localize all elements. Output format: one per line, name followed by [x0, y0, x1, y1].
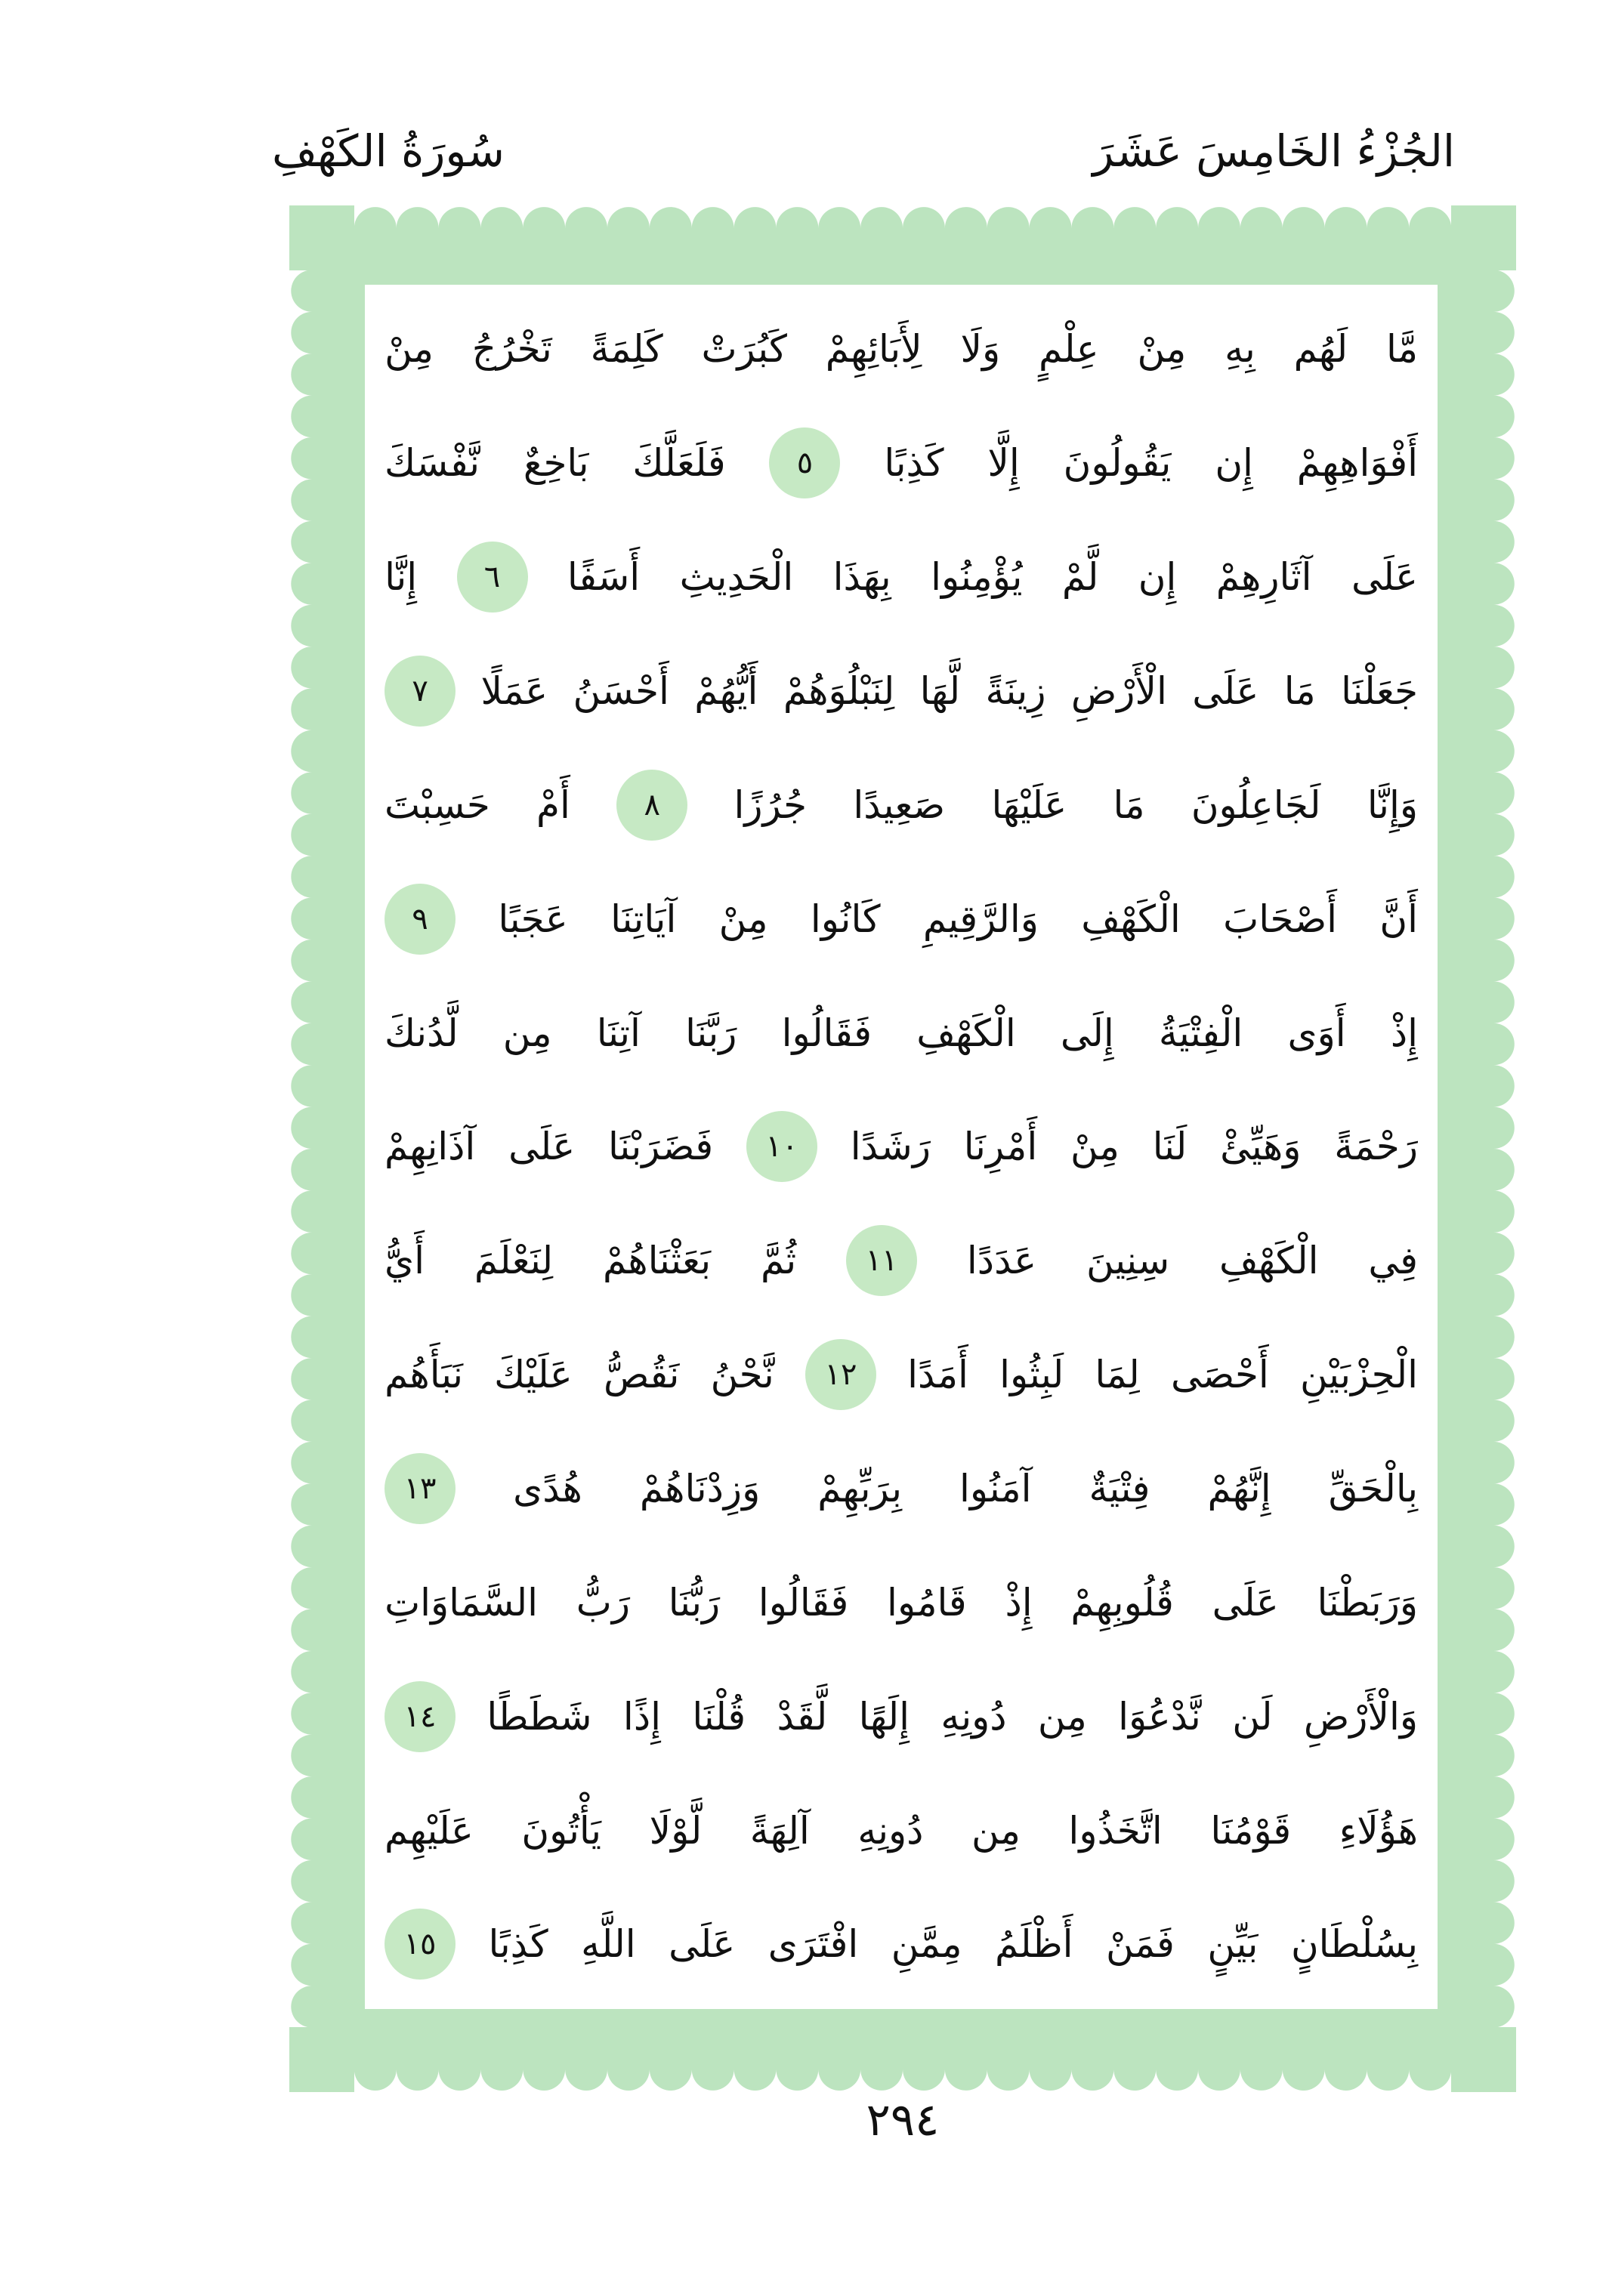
word: أَمْرِنَا [963, 1125, 1038, 1169]
word: تَخْرُجُ [471, 327, 552, 372]
word: الْأَرْضِ [1070, 669, 1167, 713]
page-number: ٢٩٤ [866, 2094, 940, 2146]
word: رَبُّنَا [668, 1580, 721, 1625]
quran-line [385, 977, 1418, 1090]
word: حَسِبْتَ [385, 782, 490, 827]
word: رَبُّ [576, 1580, 631, 1625]
word: نَقُصُّ [603, 1353, 680, 1397]
word: أَمَدًا [907, 1353, 968, 1397]
word: لَجَاعِلُونَ [1191, 782, 1321, 827]
word: مِنْ [1137, 327, 1187, 372]
ayah-marker: ٧ [385, 656, 456, 727]
word: مَا [1283, 669, 1316, 713]
word: هُدًى [513, 1467, 582, 1511]
word: عَلَى [1192, 669, 1259, 713]
word: مِمَّنِ [891, 1922, 962, 1967]
word: بَعَثْنَاهُمْ [603, 1239, 712, 1283]
word: أَصْحَابَ [1223, 896, 1338, 941]
ayah-marker: ٥ [769, 427, 840, 498]
ayah-marker: ١٣ [385, 1453, 456, 1524]
word: لَهُم [1293, 327, 1348, 372]
word: عَلَى [1351, 555, 1418, 600]
word: وَالرَّقِيمِ [922, 896, 1039, 941]
word: نَّحْنُ [710, 1353, 774, 1397]
word: رَحْمَةً [1334, 1125, 1418, 1169]
word: رَبَّنَا [685, 1011, 737, 1055]
word: آلِهَةً [749, 1808, 810, 1853]
word: لِنَبْلُوَهُمْ [783, 669, 895, 713]
word: بِهِ [1225, 327, 1255, 372]
word: زِينَةً [985, 669, 1046, 713]
word: قُلُوبِهِمْ [1070, 1580, 1174, 1625]
word: بَاخِعٌ [523, 441, 589, 486]
word: أَيُّ [385, 1239, 425, 1283]
word: مِنْ [1070, 1125, 1120, 1169]
word: مِنْ [385, 327, 434, 372]
word: فَمَنْ [1106, 1922, 1175, 1967]
word: أَنَّ [1379, 896, 1418, 941]
word: أَيُّهُمْ [694, 669, 758, 713]
word: جَعَلْنَا [1341, 669, 1418, 713]
word: إِلَى [1060, 1011, 1114, 1055]
word: بِهَذَا [832, 555, 891, 600]
word: فِي [1368, 1239, 1418, 1283]
word: عَلَيْهَا [991, 782, 1067, 827]
word: يَقُولُونَ [1063, 441, 1172, 486]
word: لِنَعْلَمَ [474, 1239, 554, 1283]
word: آيَاتِنَا [610, 896, 677, 941]
word: فَقَالُوا [758, 1580, 849, 1625]
ayah-marker: ١٢ [805, 1339, 876, 1410]
word: بِالْحَقِّ [1328, 1467, 1418, 1511]
word: بِرَبِّهِمْ [817, 1467, 902, 1511]
word: لَن [1232, 1694, 1273, 1739]
quran-line [385, 634, 1418, 748]
word: دُونِهِ [857, 1808, 924, 1853]
word: سِنِينَ [1086, 1239, 1170, 1283]
word: يُؤْمِنُوا [931, 555, 1023, 600]
word: آتِنَا [596, 1011, 641, 1055]
word: وَرَبَطْنَا [1317, 1580, 1418, 1625]
ayah-marker: ١٤ [385, 1681, 456, 1752]
word: أَحْصَى [1170, 1353, 1269, 1397]
word: آمَنُوا [959, 1467, 1032, 1511]
word: مِن [971, 1808, 1021, 1853]
word: وَإِنَّا [1367, 782, 1418, 827]
word: الْكَهْفِ [916, 1011, 1016, 1055]
word: أَمْ [536, 782, 570, 827]
word: مِن [502, 1011, 552, 1055]
word: صَعِيدًا [853, 782, 946, 827]
word: نَبَأَهُم [385, 1353, 463, 1397]
word: عَلَى [508, 1125, 576, 1169]
word: جُرُزًا [734, 782, 808, 827]
word: لَّمْ [1061, 555, 1099, 600]
word: آثَارِهِمْ [1215, 555, 1312, 600]
word: مِن [1037, 1694, 1087, 1739]
juz-title: الجُزْءُ الخَامِسَ عَشَرَ [1092, 125, 1455, 177]
word: كَذِبًا [884, 441, 944, 486]
word: شَطَطًا [486, 1694, 592, 1739]
surah-title: سُورَةُ الكَهْفِ [272, 125, 505, 177]
word: لَنَا [1152, 1125, 1188, 1169]
quran-line [385, 748, 1418, 862]
word: إِنَّهُمْ [1207, 1467, 1271, 1511]
word: أَسَفًا [567, 555, 641, 600]
word: الْكَهْفِ [1219, 1239, 1319, 1283]
word: وَهَيِّئْ [1220, 1125, 1302, 1169]
quran-line [385, 1546, 1418, 1659]
word: فَلَعَلَّكَ [632, 441, 726, 486]
word: آذَانِهِمْ [385, 1125, 476, 1169]
word: إِلَهًا [858, 1694, 910, 1739]
word: ثُمَّ [760, 1239, 797, 1283]
frame-corner-block [289, 2027, 354, 2092]
word: كَلِمَةً [590, 327, 663, 372]
word: عَجَبًا [498, 896, 568, 941]
quran-line [385, 863, 1418, 976]
ayah-marker: ١٥ [385, 1909, 456, 1980]
quran-text-panel [365, 285, 1438, 2009]
quran-line [385, 406, 1418, 520]
word: كَذِبًا [488, 1922, 548, 1967]
word: إِذْ [1390, 1011, 1418, 1055]
word: أَحْسَنُ [573, 669, 669, 713]
quran-line [385, 1887, 1418, 2001]
word: بِسُلْطَانٍ [1290, 1922, 1418, 1967]
word: الْفِتْيَةُ [1158, 1011, 1243, 1055]
word: إِذًا [622, 1694, 661, 1739]
word: الْكَهْفِ [1081, 896, 1181, 941]
word: وَلَا [960, 327, 1001, 372]
word: لِمَا [1095, 1353, 1140, 1397]
word: لَّدُنكَ [385, 1011, 459, 1055]
word: دُونِهِ [940, 1694, 1007, 1739]
word: أَظْلَمُ [995, 1922, 1073, 1967]
word: فَقَالُوا [781, 1011, 872, 1055]
word: لِأَبَائِهِمْ [825, 327, 922, 372]
word: لَّوْلَا [649, 1808, 703, 1853]
word: لَّهَا [919, 669, 961, 713]
ayah-marker: ٦ [457, 542, 528, 613]
word: مِنْ [718, 896, 768, 941]
frame-corner-block [1451, 2027, 1516, 2092]
word: عَلَيْهِم [385, 1808, 474, 1853]
quran-line [385, 1432, 1418, 1545]
word: الْحِزْبَيْنِ [1299, 1353, 1418, 1397]
word: الْحَدِيثِ [679, 555, 794, 600]
word: لَّقَدْ [777, 1694, 828, 1739]
ayah-marker: ١٠ [746, 1111, 817, 1182]
word: اتَّخَذُوا [1068, 1808, 1163, 1853]
word: قَامُوا [887, 1580, 967, 1625]
word: عَمَلًا [480, 669, 548, 713]
word: السَّمَاوَاتِ [385, 1580, 539, 1625]
word: فَضَرَبْنَا [608, 1125, 714, 1169]
quran-line [385, 1318, 1418, 1431]
word: بَيِّنٍ [1207, 1922, 1259, 1967]
word: أَفْوَاهِهِمْ [1296, 441, 1418, 486]
quran-line [385, 1774, 1418, 1887]
word: كَبُرَتْ [701, 327, 787, 372]
quran-line [385, 292, 1418, 406]
ayah-marker: ١١ [846, 1225, 917, 1296]
word: عِلْمٍ [1038, 327, 1099, 372]
word: قُلْنَا [692, 1694, 746, 1739]
word: هَؤُلَاءِ [1339, 1808, 1418, 1853]
word: إِن [1215, 441, 1253, 486]
quran-line [385, 1204, 1418, 1317]
word: عَلَى [669, 1922, 736, 1967]
frame-corner-block [1451, 205, 1516, 270]
word: رَشَدًا [850, 1125, 931, 1169]
word: نَّفْسَكَ [385, 441, 480, 486]
word: مَّا [1385, 327, 1418, 372]
ayah-marker: ٩ [385, 884, 456, 955]
word: افْتَرَى [767, 1922, 859, 1967]
word: اللَّهِ [581, 1922, 636, 1967]
word: وَالْأَرْضِ [1303, 1694, 1418, 1739]
word: إِنَّا [385, 555, 418, 600]
word: عَلَيْكَ [494, 1353, 573, 1397]
quran-line [385, 1090, 1418, 1203]
quran-line [385, 1660, 1418, 1773]
word: إِلَّا [987, 441, 1020, 486]
word: عَلَى [1212, 1580, 1279, 1625]
word: لَبِثُوا [999, 1353, 1064, 1397]
quran-line [385, 520, 1418, 634]
word: نَّدْعُوَا [1118, 1694, 1201, 1739]
word: مَا [1113, 782, 1145, 827]
word: إِذْ [1005, 1580, 1033, 1625]
word: أَوَى [1287, 1011, 1346, 1055]
frame-corner-block [289, 205, 354, 270]
word: قَوْمُنَا [1210, 1808, 1292, 1853]
word: كَانُوا [810, 896, 881, 941]
word: وَزِدْنَاهُمْ [639, 1467, 761, 1511]
word: يَأْتُونَ [521, 1808, 602, 1853]
word: عَدَدًا [966, 1239, 1037, 1283]
word: إِن [1138, 555, 1177, 600]
word: فِتْيَةٌ [1089, 1467, 1150, 1511]
ayah-marker: ٨ [616, 770, 687, 841]
